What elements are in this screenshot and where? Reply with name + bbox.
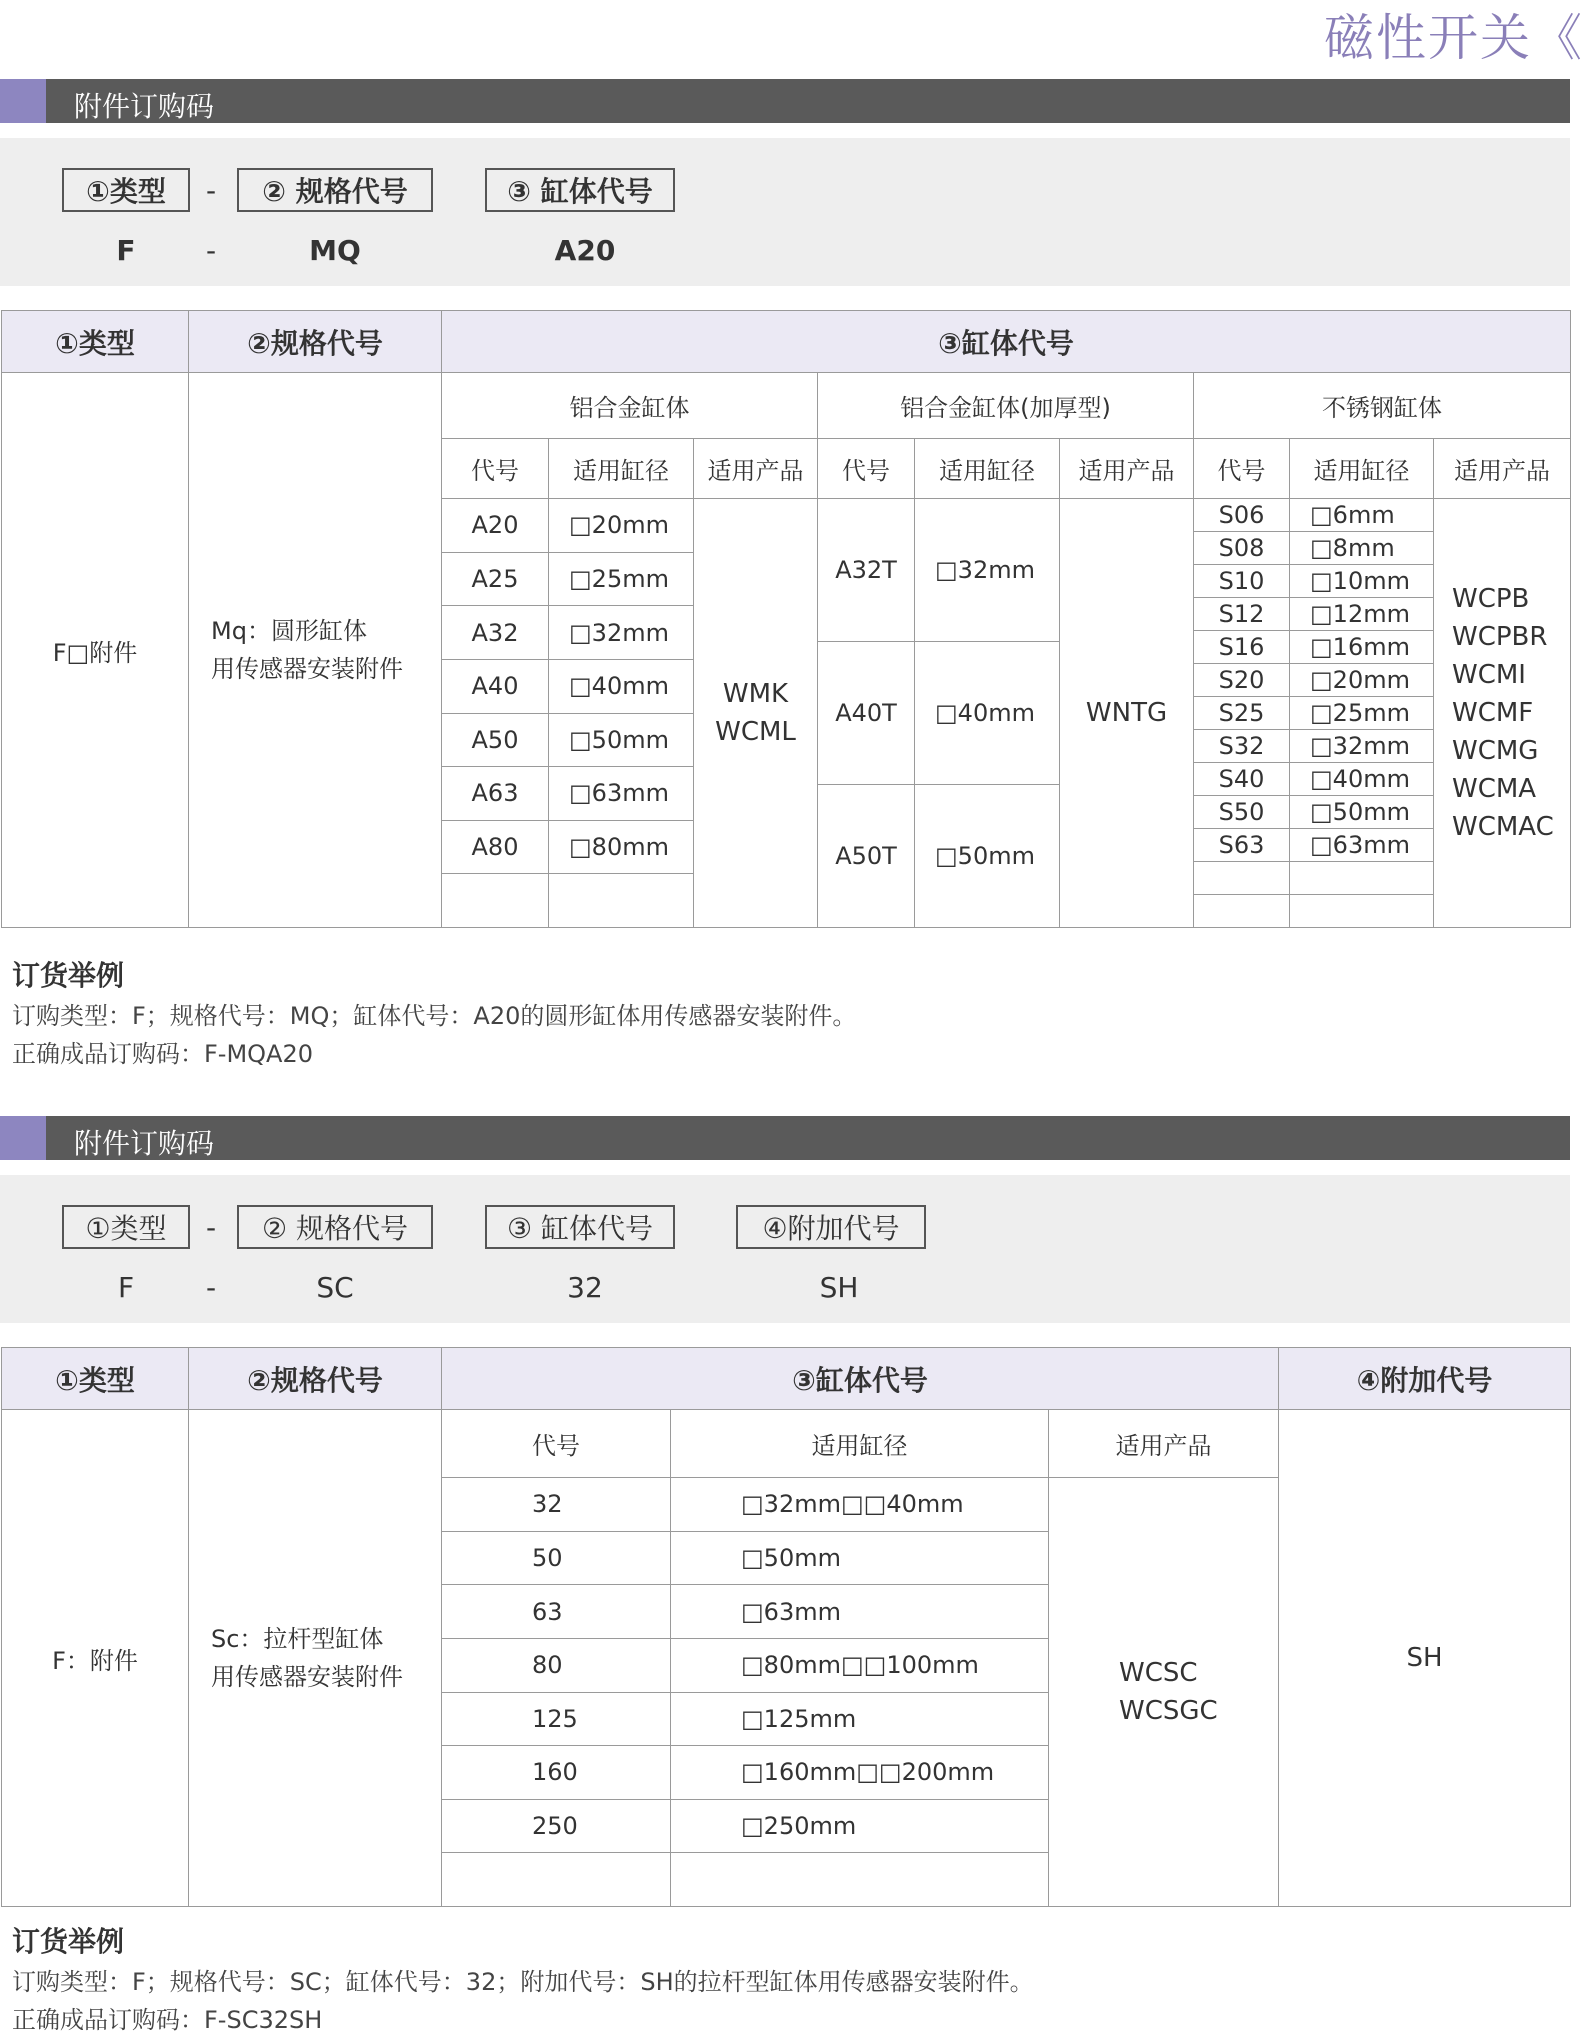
subcol-bore: 适用缸径 xyxy=(549,439,694,499)
ss-bore: □10mm xyxy=(1290,565,1433,598)
code-value-dash: - xyxy=(205,234,217,267)
thick-code: A32T xyxy=(818,499,914,642)
al-code: A63 xyxy=(442,767,548,821)
section2-example-line1: 订购类型：F；规格代号：SC；缸体代号：32；附加代号：SH的拉杆型缸体用传感器安装附件。 xyxy=(12,1968,1034,1996)
sc-bore xyxy=(671,1853,1048,1906)
sc-code: 32 xyxy=(442,1478,670,1532)
subcol-code: 代号 xyxy=(442,439,549,499)
code-label-spec: ② 规格代号 xyxy=(237,1205,433,1249)
thick-code: A50T xyxy=(835,842,897,870)
sc-code: 160 xyxy=(442,1746,670,1800)
ss-code-list xyxy=(1194,499,1289,927)
ss-bore: □8mm xyxy=(1290,532,1433,565)
al-bore xyxy=(549,874,693,927)
al-bore: □40mm xyxy=(549,660,693,714)
code-value-type: F xyxy=(116,234,136,267)
section1-example-title: 订货举例 xyxy=(12,959,125,992)
spec-value xyxy=(189,1410,442,1907)
spec-value-text: Sc：拉杆型缸体 用传感器安装附件 xyxy=(211,1625,403,1691)
type-value: F□附件 xyxy=(2,373,189,928)
ss-bore: □50mm xyxy=(1290,796,1433,829)
section2-spec-table xyxy=(1,1347,1571,1907)
sc-code: 50 xyxy=(442,1532,670,1586)
sc-bore: □63mm xyxy=(671,1585,1048,1639)
ss-bore xyxy=(1290,862,1433,895)
th-spec: ②规格代号 xyxy=(189,1348,442,1410)
subcol-bore: 适用缸径 xyxy=(915,439,1060,499)
al-bore: □50mm xyxy=(549,714,693,768)
sc-bore: □250mm xyxy=(671,1800,1048,1854)
ss-bore: □40mm xyxy=(1290,763,1433,796)
sc-products-text: WCSC WCSGC xyxy=(1119,1658,1218,1726)
ss-bore-col xyxy=(1290,499,1434,928)
code-label-extra: ④附加代号 xyxy=(736,1205,926,1249)
al-bore: □80mm xyxy=(549,821,693,875)
code-label-body: ③ 缸体代号 xyxy=(485,168,675,212)
sc-bore-list xyxy=(671,1478,1048,1906)
al-bore: □63mm xyxy=(549,767,693,821)
thick-bore-list xyxy=(915,499,1059,927)
al-code: A40 xyxy=(442,660,548,714)
section1-code-format xyxy=(0,138,1570,286)
code-value-body: 32 xyxy=(567,1271,603,1304)
al-bore: □25mm xyxy=(549,553,693,607)
ss-code: S20 xyxy=(1194,664,1289,697)
sc-code-list xyxy=(442,1478,670,1906)
sc-bore: □160mm□□200mm xyxy=(671,1746,1048,1800)
subcol-product: 适用产品 xyxy=(1434,439,1571,499)
code-label-dash: - xyxy=(205,174,217,207)
section1-header-bar xyxy=(0,79,1570,123)
ss-code: S06 xyxy=(1194,499,1289,532)
section2-header-bar xyxy=(0,1116,1570,1160)
ss-code: S50 xyxy=(1194,796,1289,829)
th-extra: ④附加代号 xyxy=(1279,1348,1571,1410)
al-code-list xyxy=(442,499,548,927)
sc-code: 80 xyxy=(442,1639,670,1693)
spec-value xyxy=(189,373,442,928)
sc-bore: □50mm xyxy=(671,1532,1048,1586)
sc-code: 63 xyxy=(442,1585,670,1639)
ss-code: S12 xyxy=(1194,598,1289,631)
ss-bore-list xyxy=(1290,499,1433,927)
subcol-bore: 适用缸径 xyxy=(671,1410,1049,1478)
section1-example-line1: 订购类型：F；规格代号：MQ；缸体代号：A20的圆形缸体用传感器安装附件。 xyxy=(12,1002,857,1030)
code-label-type: ①类型 xyxy=(62,168,190,212)
sc-code: 125 xyxy=(442,1693,670,1747)
page-title: 磁性开关《 xyxy=(1324,9,1584,67)
subcol-code: 代号 xyxy=(1194,439,1290,499)
group-aluminum: 铝合金缸体 xyxy=(442,373,818,439)
thick-bore-col xyxy=(915,499,1060,928)
header-accent xyxy=(0,1116,46,1160)
ss-code-col xyxy=(1194,499,1290,928)
ss-bore: □63mm xyxy=(1290,829,1433,862)
section2-example-line2: 正确成品订购码：F-SC32SH xyxy=(12,2006,323,2034)
sc-bore: □32mm□□40mm xyxy=(671,1478,1048,1532)
al-products-text: WMK WCML xyxy=(715,679,796,747)
thick-bore: □50mm xyxy=(935,842,1035,870)
al-code: A80 xyxy=(442,821,548,875)
ss-code: S08 xyxy=(1194,532,1289,565)
ss-code: S63 xyxy=(1194,829,1289,862)
ss-products-text: WCPB WCPBR WCMI WCMF WCMG WCMA WCMAC xyxy=(1452,584,1554,842)
code-label-spec: ② 规格代号 xyxy=(237,168,433,212)
sc-code xyxy=(442,1853,670,1906)
al-bore: □32mm xyxy=(549,606,693,660)
sc-bore: □125mm xyxy=(671,1693,1048,1747)
type-value: F：附件 xyxy=(2,1410,189,1907)
group-stainless: 不锈钢缸体 xyxy=(1194,373,1571,439)
sc-code: 250 xyxy=(442,1800,670,1854)
ss-code xyxy=(1194,862,1289,895)
al-code: A20 xyxy=(442,499,548,553)
code-label-type: ①类型 xyxy=(62,1205,190,1249)
ss-code xyxy=(1194,895,1289,927)
code-value-spec: MQ xyxy=(309,234,361,267)
subcol-bore: 适用缸径 xyxy=(1290,439,1434,499)
ss-code: S40 xyxy=(1194,763,1289,796)
th-spec: ②规格代号 xyxy=(189,311,442,373)
thick-bore: □32mm xyxy=(915,499,1059,642)
ss-code: S32 xyxy=(1194,730,1289,763)
al-code: A25 xyxy=(442,553,548,607)
code-label-body: ③ 缸体代号 xyxy=(485,1205,675,1249)
th-body: ③缸体代号 xyxy=(442,311,1571,373)
section1-spec-table xyxy=(1,310,1571,928)
code-value-extra: SH xyxy=(819,1271,859,1304)
ss-bore: □20mm xyxy=(1290,664,1433,697)
spec-value-text: Mq：圆形缸体 用传感器安装附件 xyxy=(211,617,403,683)
section2-example-title: 订货举例 xyxy=(12,1925,125,1958)
section1-example-line2: 正确成品订购码：F-MQA20 xyxy=(12,1040,314,1068)
al-bore-list xyxy=(549,499,693,927)
code-value-spec: SC xyxy=(316,1271,354,1304)
sc-bore-col xyxy=(671,1478,1049,1907)
subcol-code: 代号 xyxy=(818,439,915,499)
sc-bore: □80mm□□100mm xyxy=(671,1639,1048,1693)
th-type: ①类型 xyxy=(2,1348,189,1410)
sc-code-col xyxy=(442,1478,671,1907)
code-value-dash: - xyxy=(205,1271,217,1304)
code-value-type: F xyxy=(117,1271,135,1304)
thick-code-list xyxy=(818,499,914,927)
code-label-dash: - xyxy=(205,1211,217,1244)
ss-products xyxy=(1434,499,1571,928)
thick-code-col xyxy=(818,499,915,928)
subcol-product: 适用产品 xyxy=(1049,1410,1279,1478)
ss-code: S25 xyxy=(1194,697,1289,730)
al-products xyxy=(694,499,818,928)
ss-code: S16 xyxy=(1194,631,1289,664)
ss-code: S10 xyxy=(1194,565,1289,598)
al-code xyxy=(442,874,548,927)
section1-header-text: 附件订购码 xyxy=(74,90,215,123)
group-aluminum-thick: 铝合金缸体(加厚型) xyxy=(818,373,1194,439)
ss-bore: □16mm xyxy=(1290,631,1433,664)
header-accent xyxy=(0,79,46,123)
al-bore-col xyxy=(549,499,694,928)
subcol-code: 代号 xyxy=(442,1410,671,1478)
al-code: A32 xyxy=(442,606,548,660)
ss-bore: □32mm xyxy=(1290,730,1433,763)
sc-products xyxy=(1049,1478,1279,1907)
al-code: A50 xyxy=(442,714,548,768)
al-bore: □20mm xyxy=(549,499,693,553)
section2-code-format xyxy=(0,1175,1570,1323)
subcol-product: 适用产品 xyxy=(694,439,818,499)
ss-bore: □12mm xyxy=(1290,598,1433,631)
al-code-col xyxy=(442,499,549,928)
subcol-product: 适用产品 xyxy=(1060,439,1194,499)
thick-code: A40T xyxy=(818,642,914,785)
thick-products: WNTG xyxy=(1060,499,1194,928)
th-body: ③缸体代号 xyxy=(442,1348,1279,1410)
thick-bore: □40mm xyxy=(915,642,1059,785)
ss-bore xyxy=(1290,895,1433,927)
extra-value: SH xyxy=(1279,1410,1571,1907)
th-type: ①类型 xyxy=(2,311,189,373)
section2-header-text: 附件订购码 xyxy=(74,1127,215,1160)
ss-bore: □6mm xyxy=(1290,499,1433,532)
ss-bore: □25mm xyxy=(1290,697,1433,730)
code-value-body: A20 xyxy=(554,234,616,267)
